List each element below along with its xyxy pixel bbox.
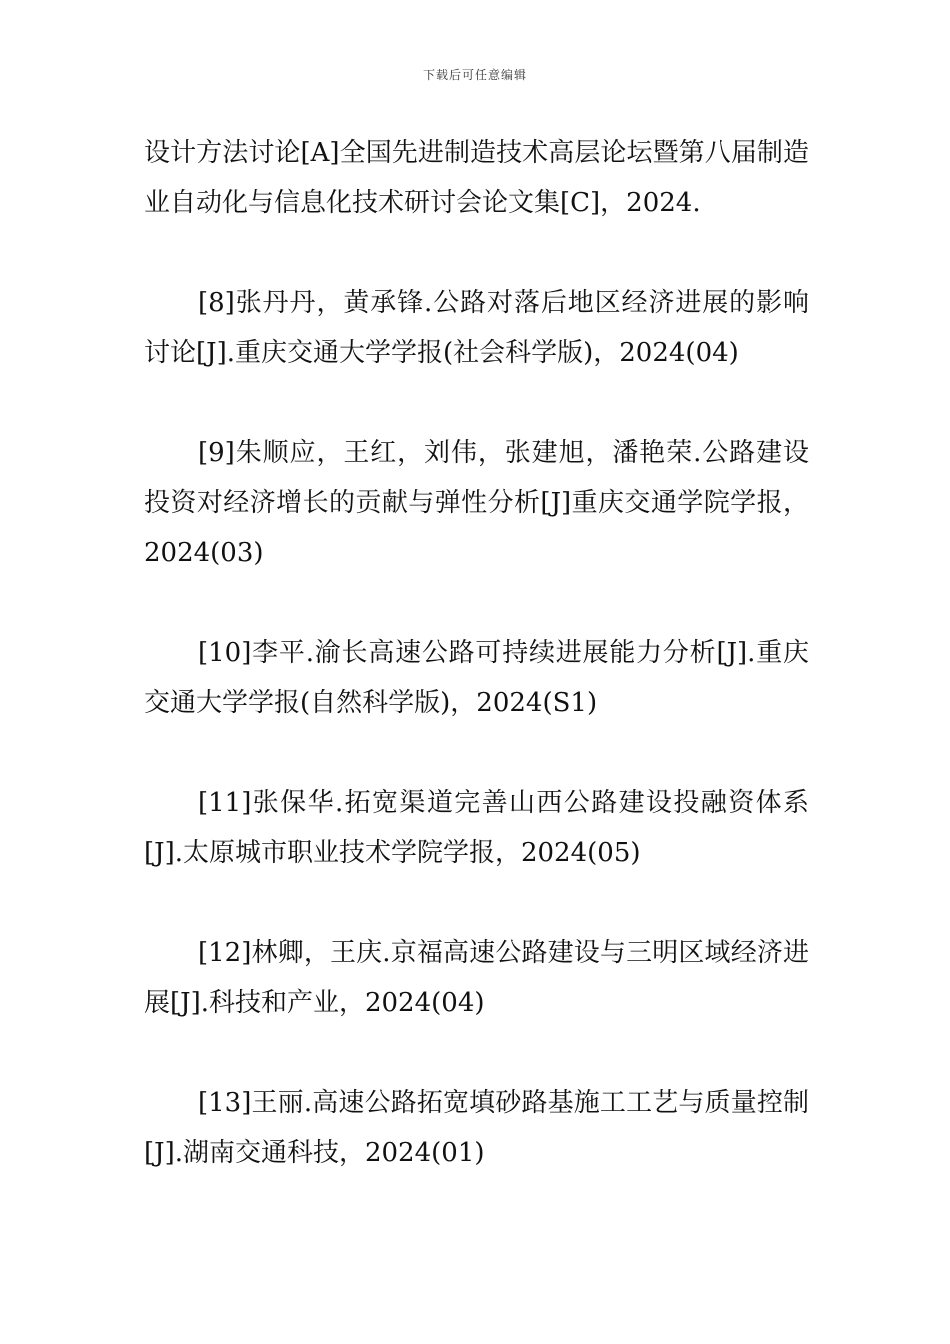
reference-item-11: [11]张保华.拓宽渠道完善山西公路建设投融资体系[J].太原城市职业技术学院学报，2024(05)	[144, 788, 809, 868]
reference-item-9: [9]朱顺应，王红，刘伟，张建旭，潘艳荣.公路建设投资对经济增长的贡献与弹性分析[J]重庆交通学院学报，2024(03)	[144, 438, 809, 568]
header-note: 下载后可任意编辑	[422, 68, 527, 82]
reference-item-12: [12]林卿，王庆.京福高速公路建设与三明区域经济进展[J].科技和产业，2024(04)	[144, 938, 809, 1018]
reference-item-13: [13]王丽.高速公路拓宽填砂路基施工工艺与质量控制[J].湖南交通科技，2024(01)	[144, 1088, 809, 1168]
reference-list	[144, 128, 809, 1228]
reference-continuation: 设计方法讨论[A]全国先进制造技术高层论坛暨第八届制造业自动化与信息化技术研讨会论文集[C]，2024.	[144, 138, 809, 218]
reference-item-8: [8]张丹丹，黄承锋.公路对落后地区经济进展的影响讨论[J].重庆交通大学学报(社会科学版)，2024(04)	[144, 288, 809, 368]
reference-item-10: [10]李平.渝长高速公路可持续进展能力分析[J].重庆交通大学学报(自然科学版)，2024(S1)	[144, 638, 809, 718]
